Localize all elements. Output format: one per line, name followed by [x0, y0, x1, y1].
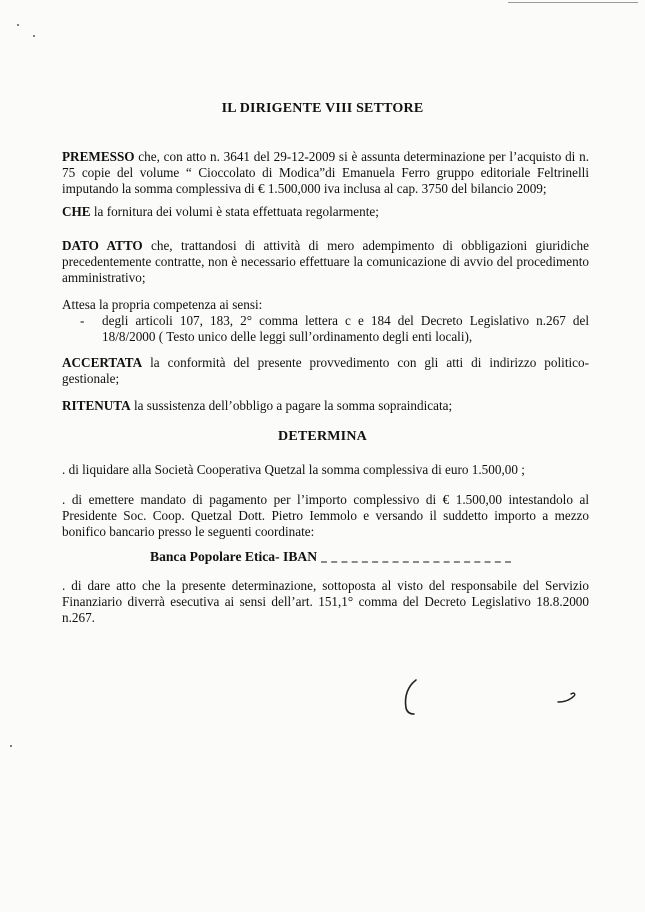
list-item — [82, 313, 589, 345]
scan-speck — [17, 24, 19, 26]
liquidare-item: . di liquidare alla Società Cooperativa Quetzal la somma complessiva di euro 1.500,00 ; — [62, 462, 525, 477]
bank-coordinates — [150, 549, 511, 565]
dato-atto-text: che, trattandosi di attività di mero adempimento di obbligazioni giuridiche precedentemente contratte, non è necessario effettuare la comunicazione di avvio del procedimento amministrativo; — [62, 238, 589, 285]
che-keyword: CHE — [62, 204, 91, 219]
premesso-keyword: PREMESSO — [62, 149, 135, 164]
accertata-paragraph — [62, 355, 589, 387]
che-paragraph — [62, 204, 589, 220]
premesso-text: che, con atto n. 3641 del 29-12-2009 si è assunta determinazione per l’acquisto di n. 75 copie del volume “ Cioccolato di Modica”di Emanuela Ferro gruppo editoriale Feltrinelli imputando la somma complessiva di € 1.500,000 iva inclusa al cap. 3750 del bilancio 2009; — [62, 149, 589, 196]
page-title: IL DIRIGENTE VIII SETTORE — [221, 101, 424, 116]
ritenuta-keyword: RITENUTA — [62, 398, 131, 413]
signature-mark — [556, 688, 580, 706]
signature-mark — [400, 678, 422, 718]
accertata-text: la conformità del presente provvedimento con gli atti di indirizzo politico-gestionale; — [62, 355, 589, 386]
premesso-paragraph — [62, 149, 589, 196]
attesa-intro: Attesa la propria competenza ai sensi: — [62, 297, 263, 312]
emettere-item: . di emettere mandato di pagamento per l’importo complessivo di € 1.500,00 intestandolo al Presidente Soc. Coop. Quetzal Dott. Pietro Iemmolo e versando il suddetto importo a mezzo bonifico bancario presso le seguenti coordinate: — [62, 492, 589, 539]
dare-atto-item: . di dare atto che la presente determinazione, sottoposta al visto del responsabile del Servizio Finanziario diverrà esecutiva ai sensi dell’art. 151,1° comma del Decreto Legislativo 18.8.2000 n.267. — [62, 578, 589, 625]
dato-atto-keyword: DATO ATTO — [62, 238, 143, 253]
list-dash: - — [80, 313, 85, 328]
iban-redacted — [321, 553, 511, 563]
dato-atto-paragraph — [62, 238, 589, 285]
ritenuta-text: la sussistenza dell’obbligo a pagare la somma sopraindicata; — [130, 398, 453, 413]
list-item-text: degli articoli 107, 183, 2° comma lettera c e 184 del Decreto Legislativo n.267 del 18/8/2000 ( Testo unico delle leggi sull’ordinamento degli enti locali), — [102, 313, 589, 344]
scan-edge-line — [508, 2, 638, 3]
bank-label: Banca Popolare Etica- IBAN — [150, 549, 318, 564]
determina-heading: DETERMINA — [278, 429, 367, 444]
che-text: la fornitura dei volumi è stata effettuata regolarmente; — [90, 204, 379, 219]
accertata-keyword: ACCERTATA — [62, 355, 143, 370]
scan-speck — [10, 745, 12, 747]
ritenuta-paragraph — [62, 398, 589, 414]
scan-speck — [33, 35, 35, 37]
